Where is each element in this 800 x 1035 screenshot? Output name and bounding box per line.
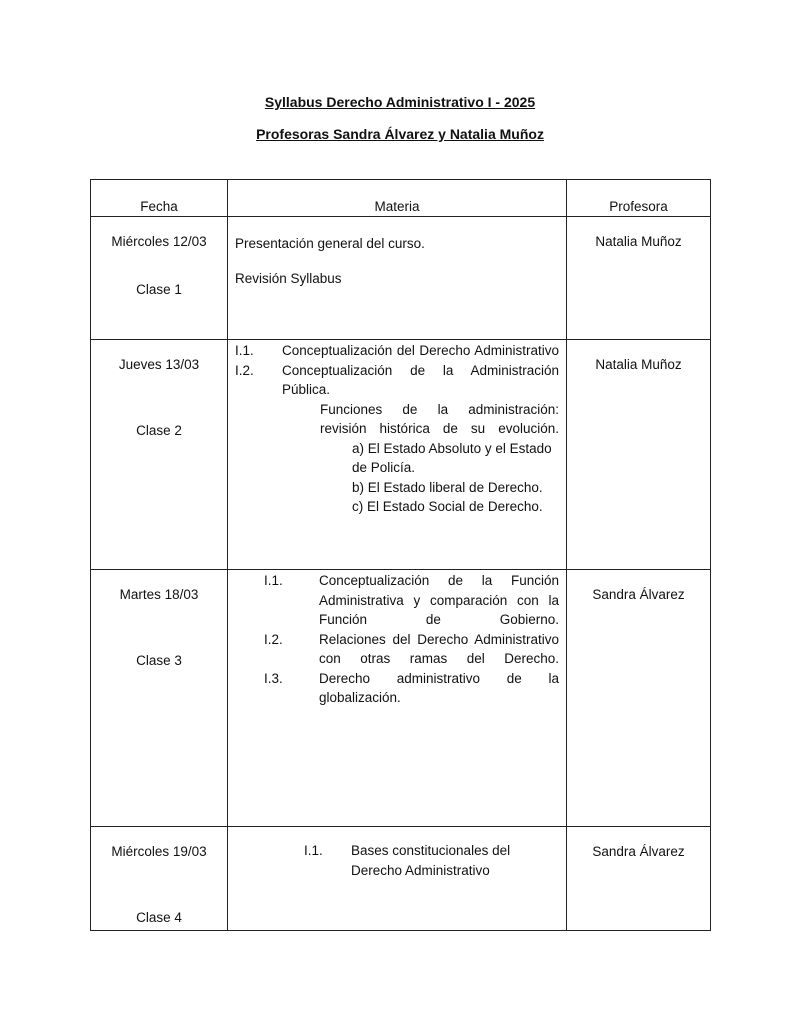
syllabus-table <box>90 179 711 931</box>
fecha-date: Miércoles 19/03 <box>111 844 207 859</box>
column-header-fecha: Fecha <box>91 180 228 217</box>
fecha-cell <box>91 217 228 340</box>
materia-cell <box>228 217 567 340</box>
materia-line: Presentación general del curso. <box>235 236 425 251</box>
fecha-cell <box>91 570 228 827</box>
materia-cell <box>228 340 567 570</box>
fecha-date: Jueves 13/03 <box>118 357 200 372</box>
materia-cell <box>228 827 567 931</box>
fecha-cell <box>91 340 228 570</box>
profesora-name: Sandra Álvarez <box>592 587 685 602</box>
profesora-name: Sandra Álvarez <box>592 844 685 859</box>
profesora-name: Natalia Muñoz <box>595 234 682 249</box>
fecha-clase: Clase 1 <box>136 282 182 297</box>
materia-line: Revisión Syllabus <box>235 270 342 286</box>
column-header-materia: Materia <box>228 180 567 217</box>
materia-item: I.2. Conceptualización de la Administración Pública. <box>235 362 559 397</box>
fecha-date: Martes 18/03 <box>119 587 199 602</box>
profesora-cell <box>567 340 711 570</box>
materia-item: I.1. Bases constitucionales del Derecho Administrativo <box>304 843 511 878</box>
materia-letter-item: c) El Estado Social de Derecho. <box>352 499 543 514</box>
materia-letter-item: b) El Estado liberal de Derecho. <box>352 479 543 495</box>
fecha-date: Miércoles 12/03 <box>111 234 207 249</box>
materia-letter-item: a) El Estado Absoluto y el Estado de Policía. <box>352 440 552 475</box>
table-row <box>91 217 711 340</box>
materia-item: I.1. Conceptualización de la Función Administrativa y comparación con la Función de Gobierno. <box>264 573 559 627</box>
materia-item: I.2. Relaciones del Derecho Administrativo con otras ramas del Derecho. <box>264 631 559 666</box>
fecha-clase: Clase 3 <box>136 653 182 668</box>
document-subtitle: Profesoras Sandra Álvarez y Natalia Muñoz <box>256 126 544 142</box>
document-title: Syllabus Derecho Administrativo I - 2025 <box>264 94 536 110</box>
materia-cell <box>228 570 567 827</box>
fecha-clase: Clase 2 <box>136 423 182 438</box>
table-row <box>91 570 711 827</box>
materia-item: I.3. Derecho administrativo de la globalización. <box>264 670 559 705</box>
profesora-cell <box>567 570 711 827</box>
table-header-row <box>91 180 711 217</box>
fecha-clase: Clase 4 <box>136 910 182 925</box>
profesora-cell <box>567 827 711 931</box>
fecha-cell <box>91 827 228 931</box>
table-row <box>91 340 711 570</box>
column-header-profesora: Profesora <box>567 180 711 217</box>
table-row <box>91 827 711 931</box>
profesora-name: Natalia Muñoz <box>595 357 682 372</box>
profesora-cell <box>567 217 711 340</box>
materia-subheading: Funciones de la administración: revisión histórica de su evolución. <box>320 401 559 436</box>
materia-item: I.1. Conceptualización del Derecho Administrativo <box>235 343 559 358</box>
